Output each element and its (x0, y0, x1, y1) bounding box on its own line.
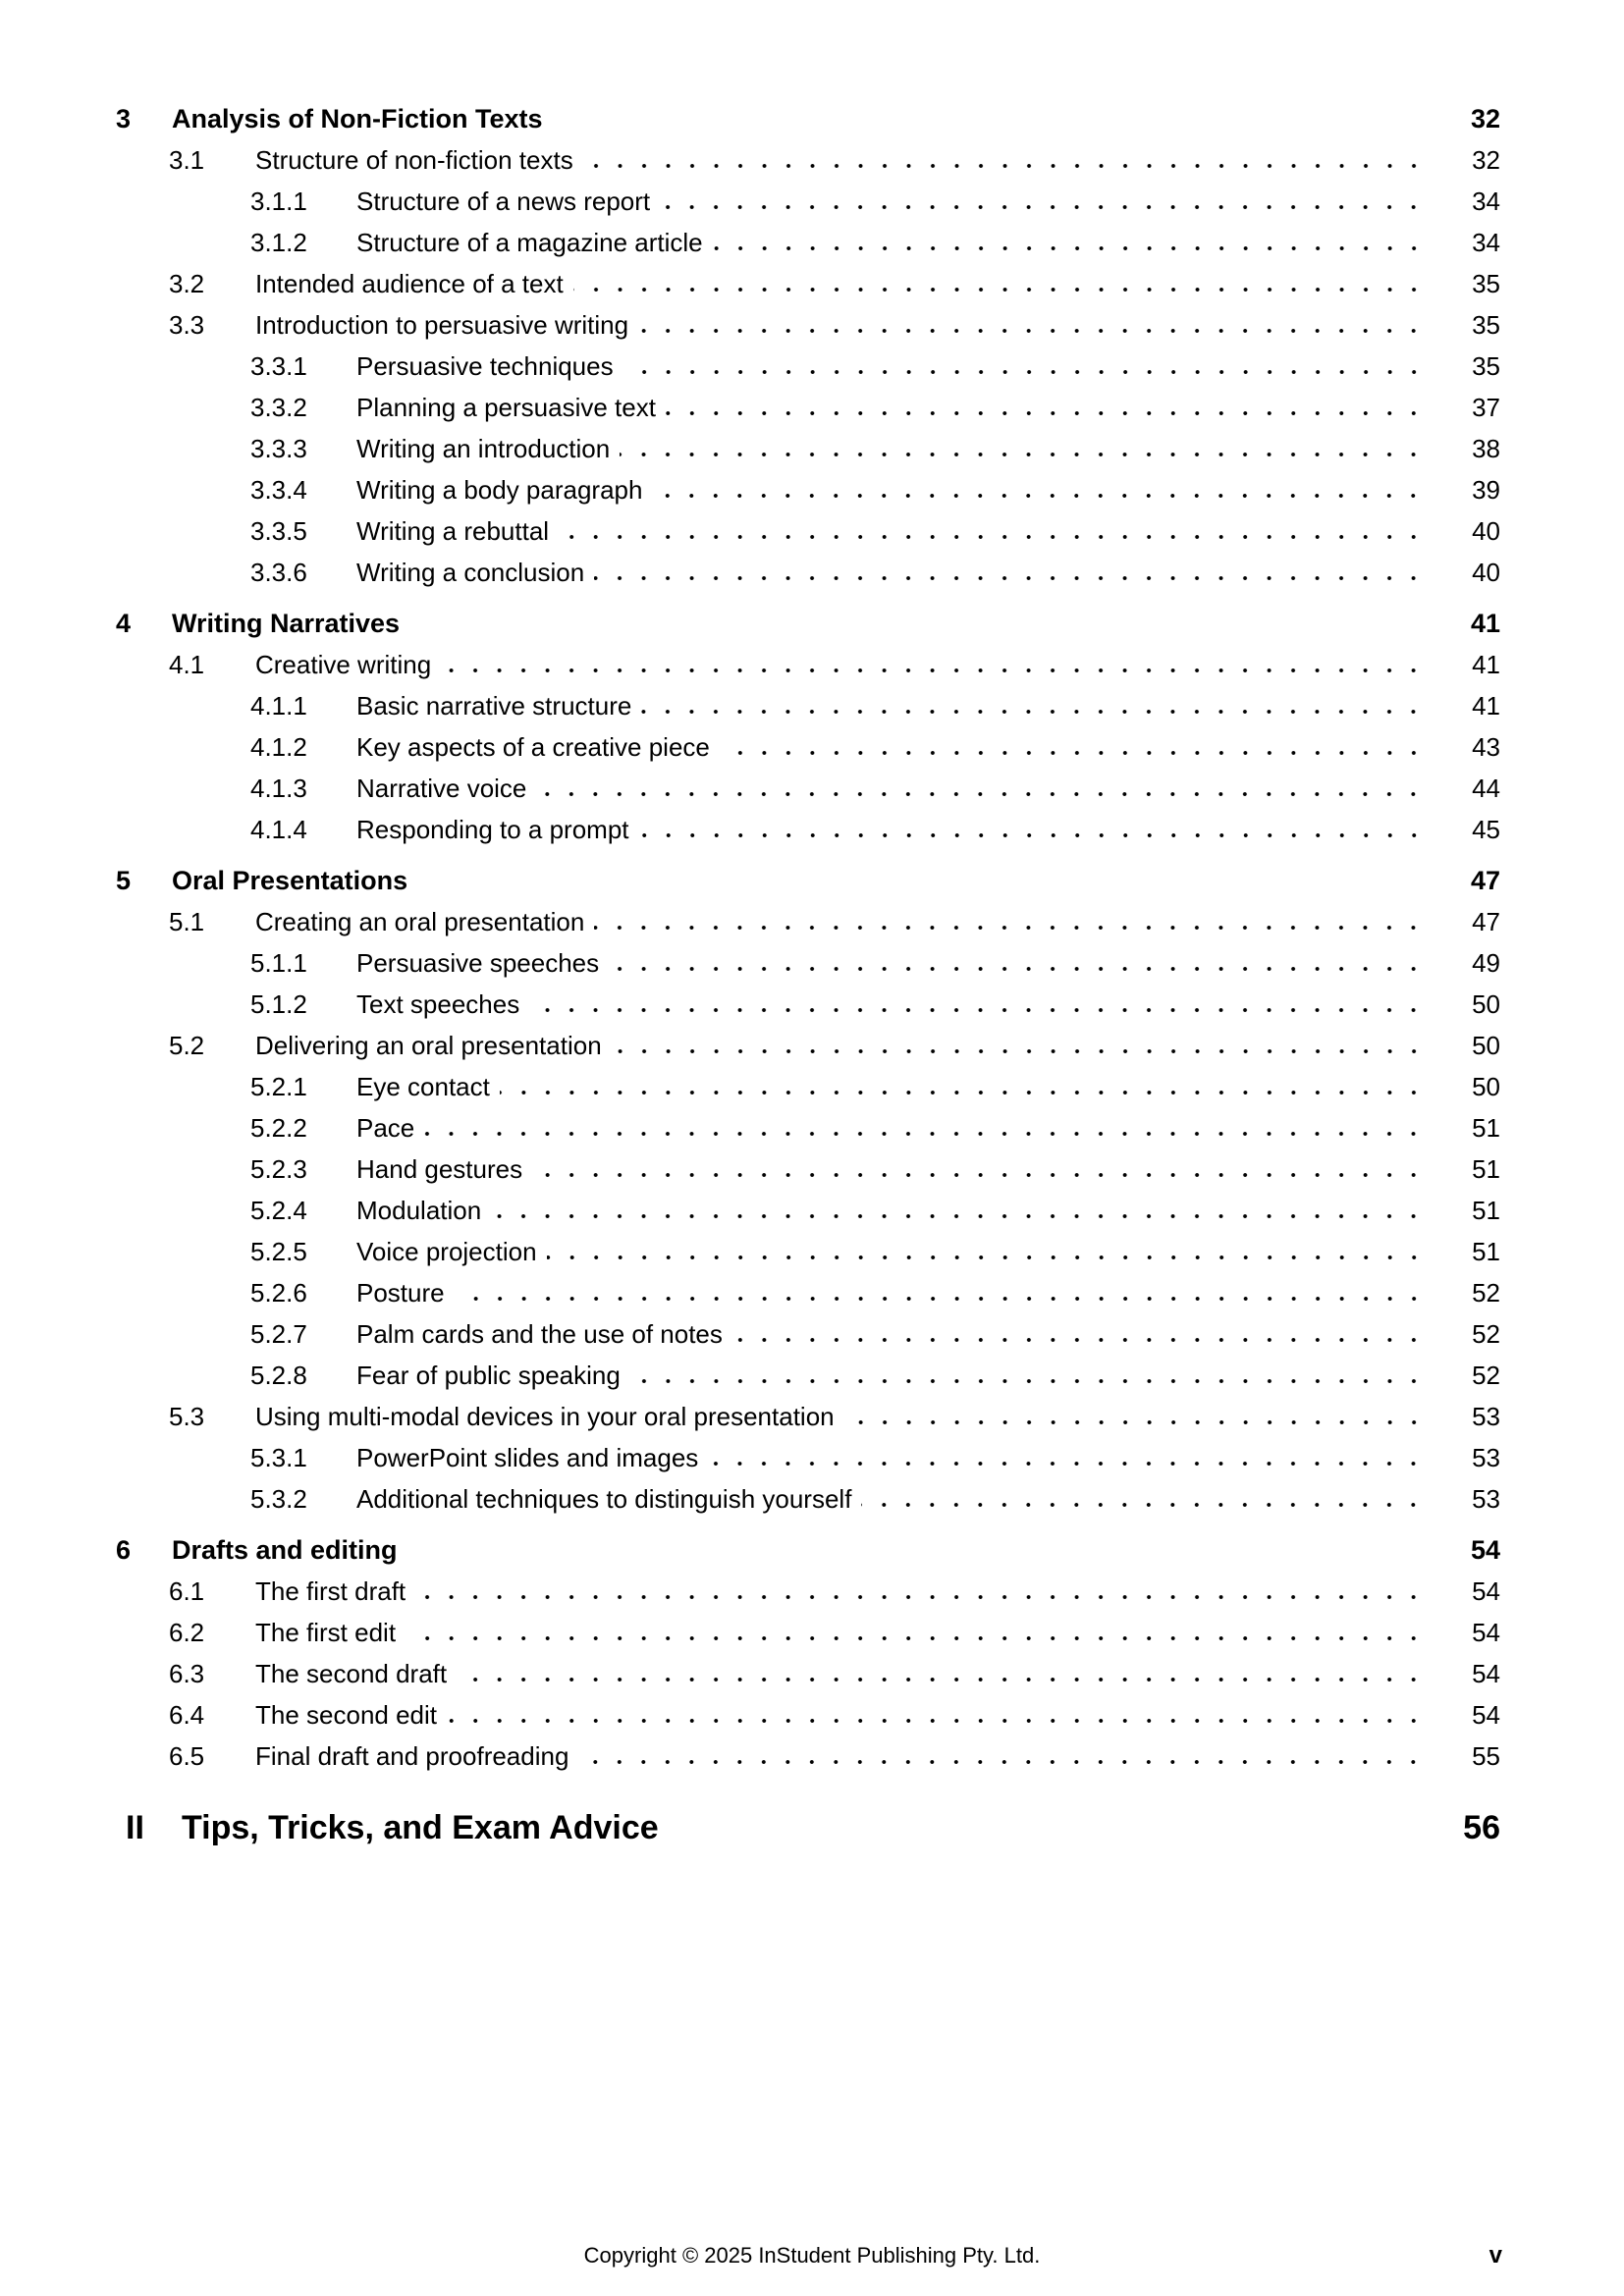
dot-leader (623, 369, 1426, 375)
toc-entry[interactable] (0, 860, 1500, 901)
toc-entry-title: Oral Presentations (172, 866, 408, 895)
toc-entry-page: 47 (1470, 866, 1500, 895)
toc-entry-number: 4.1 (169, 650, 205, 679)
dot-leader (547, 1255, 1426, 1260)
toc-entry-page: 56 (1463, 1809, 1500, 1846)
toc-entry-page: 35 (1472, 351, 1500, 381)
toc-entry-title: Planning a persuasive text (356, 393, 656, 422)
toc-entry-title: Analysis of Non-Fiction Texts (172, 104, 543, 133)
toc-entry-number: 5.1 (169, 907, 205, 936)
toc-entry-page: 53 (1472, 1484, 1500, 1514)
toc-entry[interactable] (0, 346, 1500, 387)
toc-entry[interactable] (0, 387, 1500, 428)
toc-entry[interactable] (0, 644, 1500, 685)
toc-entry[interactable] (0, 942, 1500, 984)
dot-leader (844, 1419, 1426, 1425)
toc-entry-page: 38 (1472, 434, 1500, 463)
toc-part-entry[interactable] (0, 1804, 1500, 1851)
toc-entry-title: Using multi-modal devices in your oral presentation (255, 1402, 835, 1431)
dot-leader (639, 832, 1426, 838)
toc-entry-title: Modulation (356, 1196, 482, 1225)
toc-entry-title: The first edit (255, 1618, 397, 1647)
toc-entry-number: 5.1.1 (250, 948, 307, 978)
dot-leader (666, 410, 1426, 416)
dot-leader (441, 667, 1426, 673)
dot-leader (713, 245, 1426, 251)
toc-entry[interactable] (0, 1529, 1500, 1571)
toc-entry-page: 51 (1472, 1237, 1500, 1266)
toc-entry-title: Fear of public speaking (356, 1361, 621, 1390)
dot-leader (553, 122, 1426, 128)
toc-entry-title: Structure of a magazine article (356, 228, 703, 257)
toc-entry[interactable] (0, 1190, 1500, 1231)
toc-entry[interactable] (0, 1735, 1500, 1777)
toc-entry[interactable] (0, 1066, 1500, 1107)
toc-entry-page: 54 (1472, 1659, 1500, 1688)
dot-leader (415, 1594, 1426, 1600)
toc-entry[interactable] (0, 304, 1500, 346)
toc-entry-title: Text speeches (356, 989, 520, 1019)
toc-entry-number: 5.2.1 (250, 1072, 307, 1101)
toc-entry-number: 4.1.1 (250, 691, 307, 721)
dot-leader (407, 1553, 1426, 1559)
toc-entry-page: 54 (1470, 1535, 1500, 1565)
copyright-notice: Copyright © 2025 InStudent Publishing Pty. Ltd. (583, 2243, 1041, 2268)
toc-entry-title: PowerPoint slides and images (356, 1443, 699, 1472)
toc-entry-page: 54 (1472, 1618, 1500, 1647)
toc-entry-number: 5 (116, 866, 132, 895)
toc-entry-number: 3.2 (169, 269, 205, 298)
dot-leader (594, 925, 1426, 931)
toc-entry-number: 5.3 (169, 1402, 205, 1431)
toc-entry-title: Writing a conclusion (356, 558, 585, 587)
dot-leader (652, 493, 1426, 499)
dot-leader (573, 287, 1426, 293)
toc-entry[interactable] (0, 428, 1500, 469)
toc-entry-number: 4 (116, 609, 132, 638)
toc-entry-page: 41 (1470, 609, 1500, 638)
toc-entry-title: Structure of non-fiction texts (255, 145, 573, 175)
toc-entry-page: 41 (1472, 691, 1500, 721)
dot-leader (638, 328, 1426, 334)
toc-entry-title: Intended audience of a text (255, 269, 564, 298)
toc-entry[interactable] (0, 263, 1500, 304)
toc-entry[interactable] (0, 1653, 1500, 1694)
dot-leader (620, 452, 1426, 457)
dot-leader (720, 750, 1426, 756)
toc-entry-number: 3.3.4 (250, 475, 307, 505)
dot-leader (559, 534, 1426, 540)
dot-leader (409, 626, 1426, 632)
toc-entry-title: Delivering an oral presentation (255, 1031, 602, 1060)
toc-entry-page: 43 (1472, 732, 1500, 762)
toc-entry-title: Drafts and editing (172, 1535, 398, 1565)
toc-entry-page: 37 (1472, 393, 1500, 422)
toc-entry-page: 50 (1472, 989, 1500, 1019)
page-footer (0, 2241, 1624, 2270)
dot-leader (406, 1635, 1426, 1641)
toc-entry-number: 3.3 (169, 310, 205, 340)
toc-entry[interactable] (0, 984, 1500, 1025)
toc-entry-page: 34 (1472, 187, 1500, 216)
toc-entry-page: 39 (1472, 475, 1500, 505)
toc-entry-number: 6.2 (169, 1618, 205, 1647)
dot-leader (594, 575, 1426, 581)
toc-entry-page: 40 (1472, 516, 1500, 546)
toc-entry[interactable] (0, 1612, 1500, 1653)
toc-entry-title: Writing Narratives (172, 609, 401, 638)
toc-entry[interactable] (0, 1107, 1500, 1148)
toc-entry-page: 53 (1472, 1402, 1500, 1431)
toc-entry-title: Posture (356, 1278, 445, 1308)
toc-entry-page: 52 (1472, 1278, 1500, 1308)
toc-entry-title: The second edit (255, 1700, 438, 1730)
toc-entry-title: Creating an oral presentation (255, 907, 585, 936)
toc-entry-number: 6 (116, 1535, 132, 1565)
toc-entry-title: Creative writing (255, 650, 432, 679)
toc-entry-title: The first draft (255, 1576, 406, 1606)
toc-entry-number: 5.2.5 (250, 1237, 307, 1266)
toc-entry-title: Hand gestures (356, 1154, 523, 1184)
toc-entry-page: 55 (1472, 1741, 1500, 1771)
toc-entry[interactable] (0, 1396, 1500, 1437)
toc-entry-title: Responding to a prompt (356, 815, 629, 844)
toc-entry-title: Pace (356, 1113, 415, 1143)
toc-entry-title: Introduction to persuasive writing (255, 310, 629, 340)
toc-entry-number: 4.1.3 (250, 774, 307, 803)
toc-entry[interactable] (0, 510, 1500, 552)
toc-entry-title: Writing an introduction (356, 434, 611, 463)
toc-entry-title: Palm cards and the use of notes (356, 1319, 723, 1349)
toc-entry-number: 3.1 (169, 145, 205, 175)
toc-entry-title: Writing a rebuttal (356, 516, 550, 546)
toc-entry-page: 52 (1472, 1361, 1500, 1390)
toc-entry-page: 51 (1472, 1113, 1500, 1143)
toc-entry-title: Final draft and proofreading (255, 1741, 569, 1771)
toc-entry-number: 3.3.6 (250, 558, 307, 587)
toc-entry-number: 4.1.2 (250, 732, 307, 762)
dot-leader (708, 1461, 1426, 1467)
toc-entry-number: 6.1 (169, 1576, 205, 1606)
toc-entry-number: 6.4 (169, 1700, 205, 1730)
toc-entry[interactable] (0, 552, 1500, 593)
toc-entry[interactable] (0, 1313, 1500, 1355)
toc-entry[interactable] (0, 768, 1500, 809)
toc-entry-number: 4.1.4 (250, 815, 307, 844)
page-number-folio: v (1489, 2242, 1502, 2269)
toc-entry-title: Eye contact (356, 1072, 490, 1101)
toc-entry-page: 53 (1472, 1443, 1500, 1472)
dot-leader (491, 1213, 1426, 1219)
toc-entry-number: 3.1.1 (250, 187, 307, 216)
toc-entry-page: 44 (1472, 774, 1500, 803)
toc-entry-number: 5.2.3 (250, 1154, 307, 1184)
toc-entry-number: 5.2 (169, 1031, 205, 1060)
toc-entry[interactable] (0, 1355, 1500, 1396)
toc-entry[interactable] (0, 901, 1500, 942)
toc-entry[interactable] (0, 469, 1500, 510)
toc-entry-page: 51 (1472, 1196, 1500, 1225)
toc-entry[interactable] (0, 1478, 1500, 1520)
toc-entry[interactable] (0, 1437, 1500, 1478)
dot-leader (609, 966, 1426, 972)
toc-entry-page: 49 (1472, 948, 1500, 978)
dot-leader (669, 1833, 1426, 1839)
dot-leader (457, 1677, 1426, 1682)
toc-entry-page: 52 (1472, 1319, 1500, 1349)
toc-entry-title: Persuasive techniques (356, 351, 614, 381)
toc-entry-number: 5.3.2 (250, 1484, 307, 1514)
dot-leader (578, 1759, 1426, 1765)
toc-entry-page: 50 (1472, 1072, 1500, 1101)
toc-entry-number: 5.2.7 (250, 1319, 307, 1349)
toc-entry-title: Tips, Tricks, and Exam Advice (182, 1809, 659, 1846)
toc-entry-title: Structure of a news report (356, 187, 651, 216)
toc-entry-page: 50 (1472, 1031, 1500, 1060)
toc-entry-page: 32 (1470, 104, 1500, 133)
toc-entry-title: Writing a body paragraph (356, 475, 643, 505)
dot-leader (630, 1378, 1426, 1384)
toc-entry-page: 54 (1472, 1700, 1500, 1730)
toc-entry-number: 5.3.1 (250, 1443, 307, 1472)
toc-entry-title: Basic narrative structure (356, 691, 632, 721)
toc-entry-page: 35 (1472, 269, 1500, 298)
dot-leader (532, 1172, 1426, 1178)
toc-entry-page: 34 (1472, 228, 1500, 257)
toc-entry-number: 5.2.2 (250, 1113, 307, 1143)
toc-entry-page: 51 (1472, 1154, 1500, 1184)
toc-entry[interactable] (0, 222, 1500, 263)
toc-entry[interactable] (0, 181, 1500, 222)
toc-entry-number: 6.5 (169, 1741, 205, 1771)
toc-entry-number: 5.2.8 (250, 1361, 307, 1390)
toc-entry-number: 3 (116, 104, 132, 133)
toc-entry-page: 41 (1472, 650, 1500, 679)
toc-entry-page: 40 (1472, 558, 1500, 587)
toc-entry[interactable] (0, 98, 1500, 139)
dot-leader (536, 791, 1426, 797)
toc-entry-number: 3.3.5 (250, 516, 307, 546)
toc-entry[interactable] (0, 726, 1500, 768)
toc-entry[interactable] (0, 1272, 1500, 1313)
dot-leader (500, 1090, 1426, 1095)
toc-entry-title: Additional techniques to distinguish yourself (356, 1484, 852, 1514)
toc-entry-number: 5.2.4 (250, 1196, 307, 1225)
toc-entry[interactable] (0, 809, 1500, 850)
toc-entry-number: 6.3 (169, 1659, 205, 1688)
dot-leader (447, 1718, 1426, 1724)
toc-entry-title: Narrative voice (356, 774, 527, 803)
toc-entry-page: 47 (1472, 907, 1500, 936)
toc-entry-title: Persuasive speeches (356, 948, 600, 978)
toc-entry[interactable] (0, 1025, 1500, 1066)
dot-leader (417, 883, 1426, 889)
toc-entry[interactable] (0, 685, 1500, 726)
dot-leader (455, 1296, 1426, 1302)
toc-entry-number: 3.3.3 (250, 434, 307, 463)
toc-entry-number: 3.3.2 (250, 393, 307, 422)
dot-leader (529, 1007, 1426, 1013)
toc-entry-number: 5.1.2 (250, 989, 307, 1019)
toc-entry-number: 3.3.1 (250, 351, 307, 381)
toc-entry-page: 35 (1472, 310, 1500, 340)
toc-entry-number: II (126, 1809, 144, 1846)
dot-leader (641, 709, 1426, 715)
table-of-contents (0, 88, 1500, 1851)
toc-entry-page: 45 (1472, 815, 1500, 844)
toc-entry-page: 54 (1472, 1576, 1500, 1606)
toc-entry-title: Voice projection (356, 1237, 537, 1266)
toc-entry-title: The second draft (255, 1659, 448, 1688)
toc-entry-number: 3.1.2 (250, 228, 307, 257)
toc-entry-title: Key aspects of a creative piece (356, 732, 710, 762)
toc-entry[interactable] (0, 1694, 1500, 1735)
toc-entry[interactable] (0, 1571, 1500, 1612)
dot-leader (861, 1502, 1426, 1508)
dot-leader (660, 204, 1426, 210)
dot-leader (583, 163, 1426, 169)
toc-entry[interactable] (0, 1148, 1500, 1190)
toc-entry[interactable] (0, 139, 1500, 181)
toc-entry-page: 32 (1472, 145, 1500, 175)
dot-leader (732, 1337, 1426, 1343)
dot-leader (612, 1048, 1426, 1054)
toc-entry[interactable] (0, 603, 1500, 644)
toc-entry-number: 5.2.6 (250, 1278, 307, 1308)
toc-entry[interactable] (0, 1231, 1500, 1272)
dot-leader (424, 1131, 1426, 1137)
